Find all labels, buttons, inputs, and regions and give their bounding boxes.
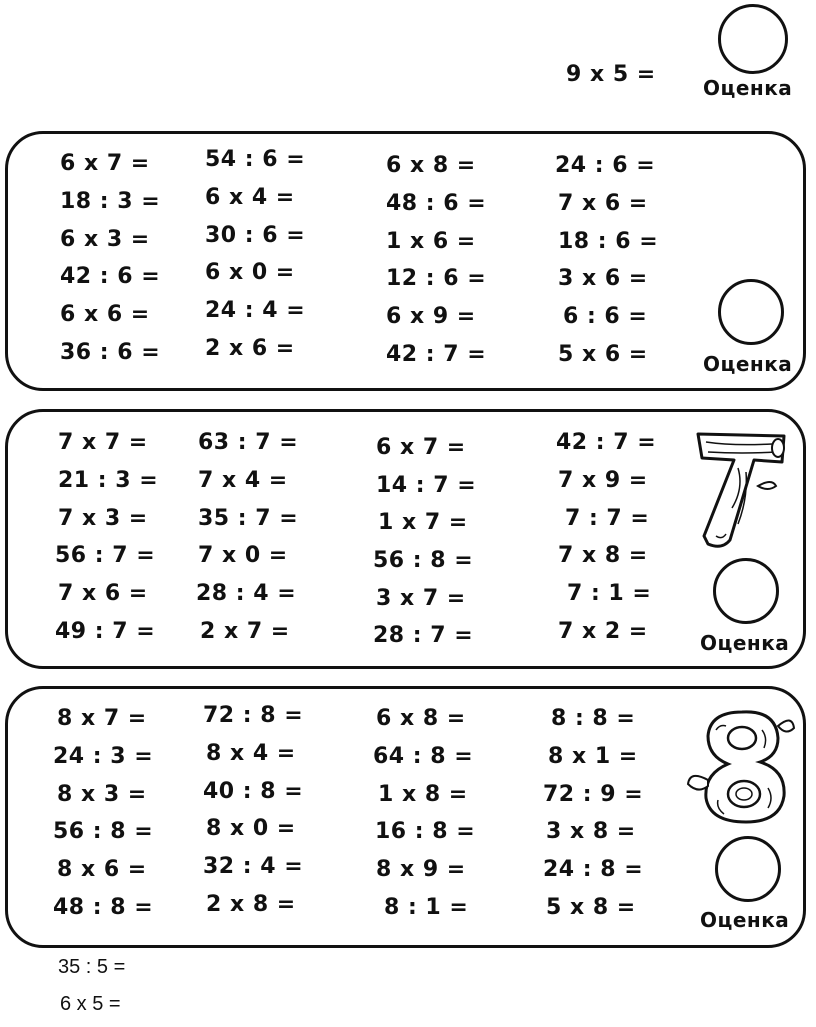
p2-eq: 56 : 8 = <box>373 548 474 573</box>
p2-eq: 7 x 7 = <box>58 430 148 455</box>
number-seven-wood-icon <box>692 428 792 550</box>
p3-eq: 32 : 4 = <box>203 854 304 879</box>
p3-grade-circle[interactable] <box>715 836 781 902</box>
p2-eq: 14 : 7 = <box>376 473 477 498</box>
p2-eq: 7 x 9 = <box>558 468 648 493</box>
p2-eq: 7 x 8 = <box>558 543 648 568</box>
p3-eq: 64 : 8 = <box>373 744 474 769</box>
p3-eq: 56 : 8 = <box>53 819 154 844</box>
p2-eq: 6 x 7 = <box>376 435 466 460</box>
p2-eq: 7 x 6 = <box>58 581 148 606</box>
p3-eq: 72 : 8 = <box>203 703 304 728</box>
p3-eq: 72 : 9 = <box>543 782 644 807</box>
p3-eq: 8 x 0 = <box>206 816 296 841</box>
p2-eq: 7 x 0 = <box>198 543 288 568</box>
p2-eq: 49 : 7 = <box>55 619 156 644</box>
p2-eq: 2 x 7 = <box>200 619 290 644</box>
number-eight-wood-icon <box>686 704 798 826</box>
p2-eq: 35 : 7 = <box>198 506 299 531</box>
p1-eq: 6 x 6 = <box>60 302 150 327</box>
p2-grade-circle[interactable] <box>713 558 779 624</box>
p1-grade-circle[interactable] <box>718 279 784 345</box>
p1-eq: 6 : 6 = <box>563 304 648 329</box>
p1-eq: 12 : 6 = <box>386 266 487 291</box>
p3-eq: 5 x 8 = <box>546 895 636 920</box>
p2-eq: 3 x 7 = <box>376 586 466 611</box>
p1-eq: 6 x 3 = <box>60 227 150 252</box>
p3-eq: 8 x 3 = <box>57 782 147 807</box>
p3-eq: 16 : 8 = <box>375 819 476 844</box>
p1-eq: 6 x 8 = <box>386 153 476 178</box>
header-equation: 9 x 5 = <box>566 62 656 87</box>
p3-eq: 8 : 1 = <box>384 895 469 920</box>
p3-eq: 8 x 4 = <box>206 741 296 766</box>
p1-eq: 42 : 6 = <box>60 264 161 289</box>
p1-eq: 1 x 6 = <box>386 229 476 254</box>
p1-eq: 42 : 7 = <box>386 342 487 367</box>
p3-eq: 2 x 8 = <box>206 892 296 917</box>
p1-eq: 54 : 6 = <box>205 147 306 172</box>
p3-eq: 8 : 8 = <box>551 706 636 731</box>
p1-eq: 30 : 6 = <box>205 223 306 248</box>
header-grade-circle[interactable] <box>718 4 788 74</box>
p3-eq: 24 : 3 = <box>53 744 154 769</box>
p2-eq: 63 : 7 = <box>198 430 299 455</box>
p2-eq: 56 : 7 = <box>55 543 156 568</box>
p1-eq: 24 : 6 = <box>555 153 656 178</box>
p3-eq: 24 : 8 = <box>543 857 644 882</box>
p3-eq: 6 x 8 = <box>376 706 466 731</box>
p2-eq: 42 : 7 = <box>556 430 657 455</box>
p3-eq: 8 x 9 = <box>376 857 466 882</box>
p2-eq: 28 : 4 = <box>196 581 297 606</box>
p1-eq: 18 : 6 = <box>558 229 659 254</box>
p1-eq: 3 x 6 = <box>558 266 648 291</box>
p1-eq: 6 x 7 = <box>60 151 150 176</box>
footer-line-1: 35 : 5 = <box>58 956 126 978</box>
p2-eq: 21 : 3 = <box>58 468 159 493</box>
p2-eq: 7 x 3 = <box>58 506 148 531</box>
p2-eq: 7 : 7 = <box>565 506 650 531</box>
p2-eq: 28 : 7 = <box>373 623 474 648</box>
p3-eq: 1 x 8 = <box>378 782 468 807</box>
p3-eq: 40 : 8 = <box>203 779 304 804</box>
p3-eq: 48 : 8 = <box>53 895 154 920</box>
p1-eq: 6 x 4 = <box>205 185 295 210</box>
p1-eq: 36 : 6 = <box>60 340 161 365</box>
p3-eq: 8 x 1 = <box>548 744 638 769</box>
p2-eq: 7 x 2 = <box>558 619 648 644</box>
p1-eq: 7 x 6 = <box>558 191 648 216</box>
p1-eq: 5 x 6 = <box>558 342 648 367</box>
p3-eq: 3 x 8 = <box>546 819 636 844</box>
p1-eq: 6 x 0 = <box>205 260 295 285</box>
header-grade-label: Оценка <box>703 76 793 100</box>
p1-eq: 6 x 9 = <box>386 304 476 329</box>
p3-eq: 8 x 7 = <box>57 706 147 731</box>
p2-eq: 1 x 7 = <box>378 510 468 535</box>
p1-eq: 24 : 4 = <box>205 298 306 323</box>
p2-grade-label: Оценка <box>700 631 790 655</box>
footer-line-2: 6 x 5 = <box>60 993 121 1015</box>
p2-eq: 7 : 1 = <box>567 581 652 606</box>
p1-eq: 2 x 6 = <box>205 336 295 361</box>
p1-eq: 48 : 6 = <box>386 191 487 216</box>
p3-grade-label: Оценка <box>700 908 790 932</box>
p1-grade-label: Оценка <box>703 352 793 376</box>
p1-eq: 18 : 3 = <box>60 189 161 214</box>
p3-eq: 8 x 6 = <box>57 857 147 882</box>
p2-eq: 7 x 4 = <box>198 468 288 493</box>
